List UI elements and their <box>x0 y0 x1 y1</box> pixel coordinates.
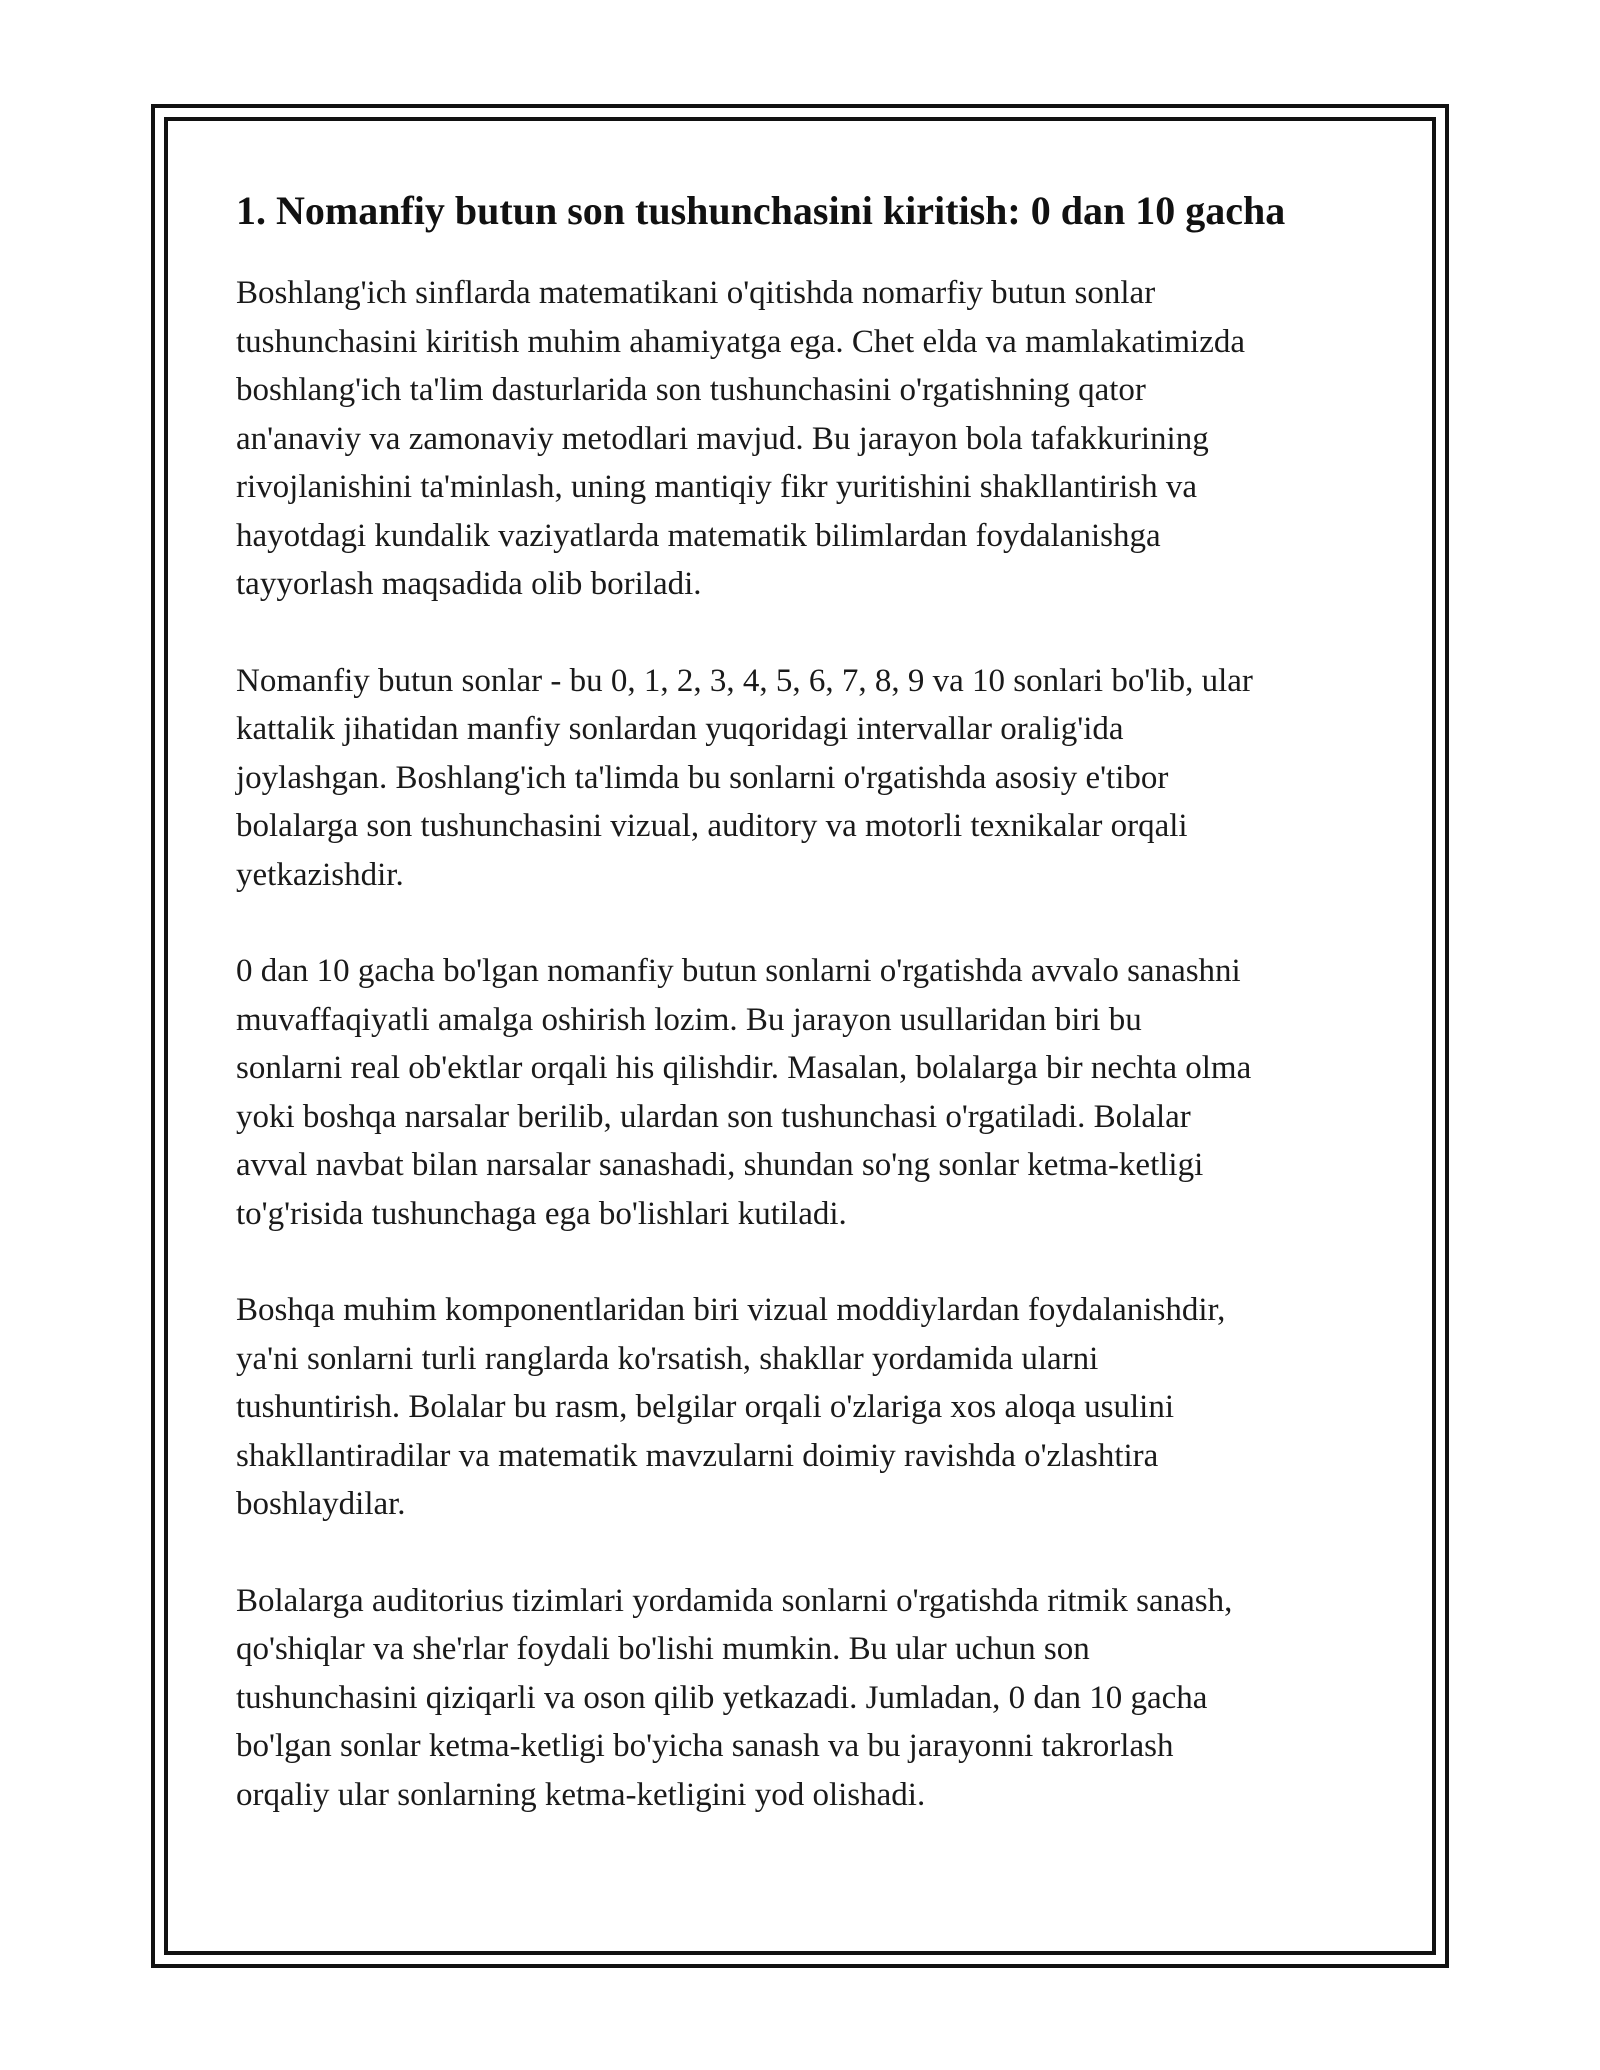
paragraph <box>236 1286 1386 1529</box>
paragraph <box>236 269 1386 609</box>
paragraph-line: joylashgan. Boshlang'ich ta'limda bu sonlarni o'rgatishda asosiy e'tibor <box>236 759 1169 796</box>
paragraph-line: yetkazishdir. <box>236 856 404 893</box>
paragraph-line: bolalarga son tushunchasini vizual, auditory va motorli texnikalar orqali <box>236 808 1188 844</box>
paragraph <box>236 657 1386 900</box>
paragraph <box>236 947 1386 1238</box>
paragraph-line: 0 dan 10 gacha bo'lgan nomanfiy butun sonlarni o'rgatishda avvalo sanashni <box>236 953 1241 989</box>
paragraph-line: hayotdagi kundalik vaziyatlarda matematik bilimlardan foydalanishga <box>236 517 1161 554</box>
paragraph-line: ya'ni sonlarni turli ranglarda ko'rsatish, shakllar yordamida ularni <box>236 1340 1099 1377</box>
paragraph-line: muvaffaqiyatli amalga oshirish lozim. Bu jarayon usullaridan biri bu <box>236 1001 1142 1038</box>
paragraph-line: tushuntirish. Bolalar bu rasm, belgilar orqali o'zlariga xos aloqa usulini <box>236 1389 1175 1425</box>
paragraph-line: orqaliy ular sonlarning ketma-ketligini yod olishadi. <box>236 1776 926 1813</box>
paragraph <box>236 1577 1386 1820</box>
paragraph-list <box>236 269 1386 1819</box>
paragraph-line: boshlaydilar. <box>236 1486 406 1522</box>
paragraph-line: Boshlang'ich sinflarda matematikani o'qitishda nomarfiy butun sonlar <box>236 275 1156 311</box>
paragraph-line: Boshqa muhim komponentlaridan biri vizual moddiylardan foydalanishdir, <box>236 1292 1226 1328</box>
paragraph-line: avval navbat bilan narsalar sanashadi, shundan so'ng sonlar ketma-ketligi <box>236 1147 1204 1183</box>
paragraph-line: an'anaviy va zamonaviy metodlari mavjud. Bu jarayon bola tafakkurining <box>236 420 1209 457</box>
paragraph-line: bo'lgan sonlar ketma-ketligi bo'yicha sanash va bu jarayonni takrorlash <box>236 1728 1174 1764</box>
section-heading: 1. Nomanfiy butun son tushunchasini kiritish: 0 dan 10 gacha <box>236 188 1286 233</box>
paragraph-line: rivojlanishini ta'minlash, uning mantiqiy fikr yuritishini shakllantirish va <box>236 469 1198 505</box>
paragraph-line: qo'shiqlar va she'rlar foydali bo'lishi mumkin. Bu ular uchun son <box>236 1631 1090 1667</box>
paragraph-line: sonlarni real ob'ektlar orqali his qilishdir. Masalan, bolalarga bir nechta olma <box>236 1050 1252 1086</box>
paragraph-line: shakllantiradilar va matematik mavzularni doimiy ravishda o'zlashtira <box>236 1437 1159 1474</box>
paragraph-line: Bolalarga auditorius tizimlari yordamida sonlarni o'rgatishda ritmik sanash, <box>236 1582 1233 1619</box>
document-body <box>236 186 1386 1867</box>
paragraph-line: Nomanfiy butun sonlar - bu 0, 1, 2, 3, 4, 5, 6, 7, 8, 9 va 10 sonlari bo'lib, ular <box>236 662 1253 699</box>
paragraph-line: yoki boshqa narsalar berilib, ulardan son tushunchasi o'rgatiladi. Bolalar <box>236 1098 1191 1135</box>
paragraph-line: tushunchasini kiritish muhim ahamiyatga ega. Chet elda va mamlakatimizda <box>236 323 1245 360</box>
paragraph-line: kattalik jihatidan manfiy sonlardan yuqoridagi intervallar oralig'ida <box>236 711 1124 747</box>
paragraph-line: boshlang'ich ta'lim dasturlarida son tushunchasini o'rgatishning qator <box>236 372 1146 408</box>
paragraph-line: tushunchasini qiziqarli va oson qilib yetkazadi. Jumladan, 0 dan 10 gacha <box>236 1679 1208 1716</box>
paragraph-line: to'g'risida tushunchaga ega bo'lishlari kutiladi. <box>236 1195 847 1232</box>
paragraph-line: tayyorlash maqsadida olib boriladi. <box>236 566 702 602</box>
